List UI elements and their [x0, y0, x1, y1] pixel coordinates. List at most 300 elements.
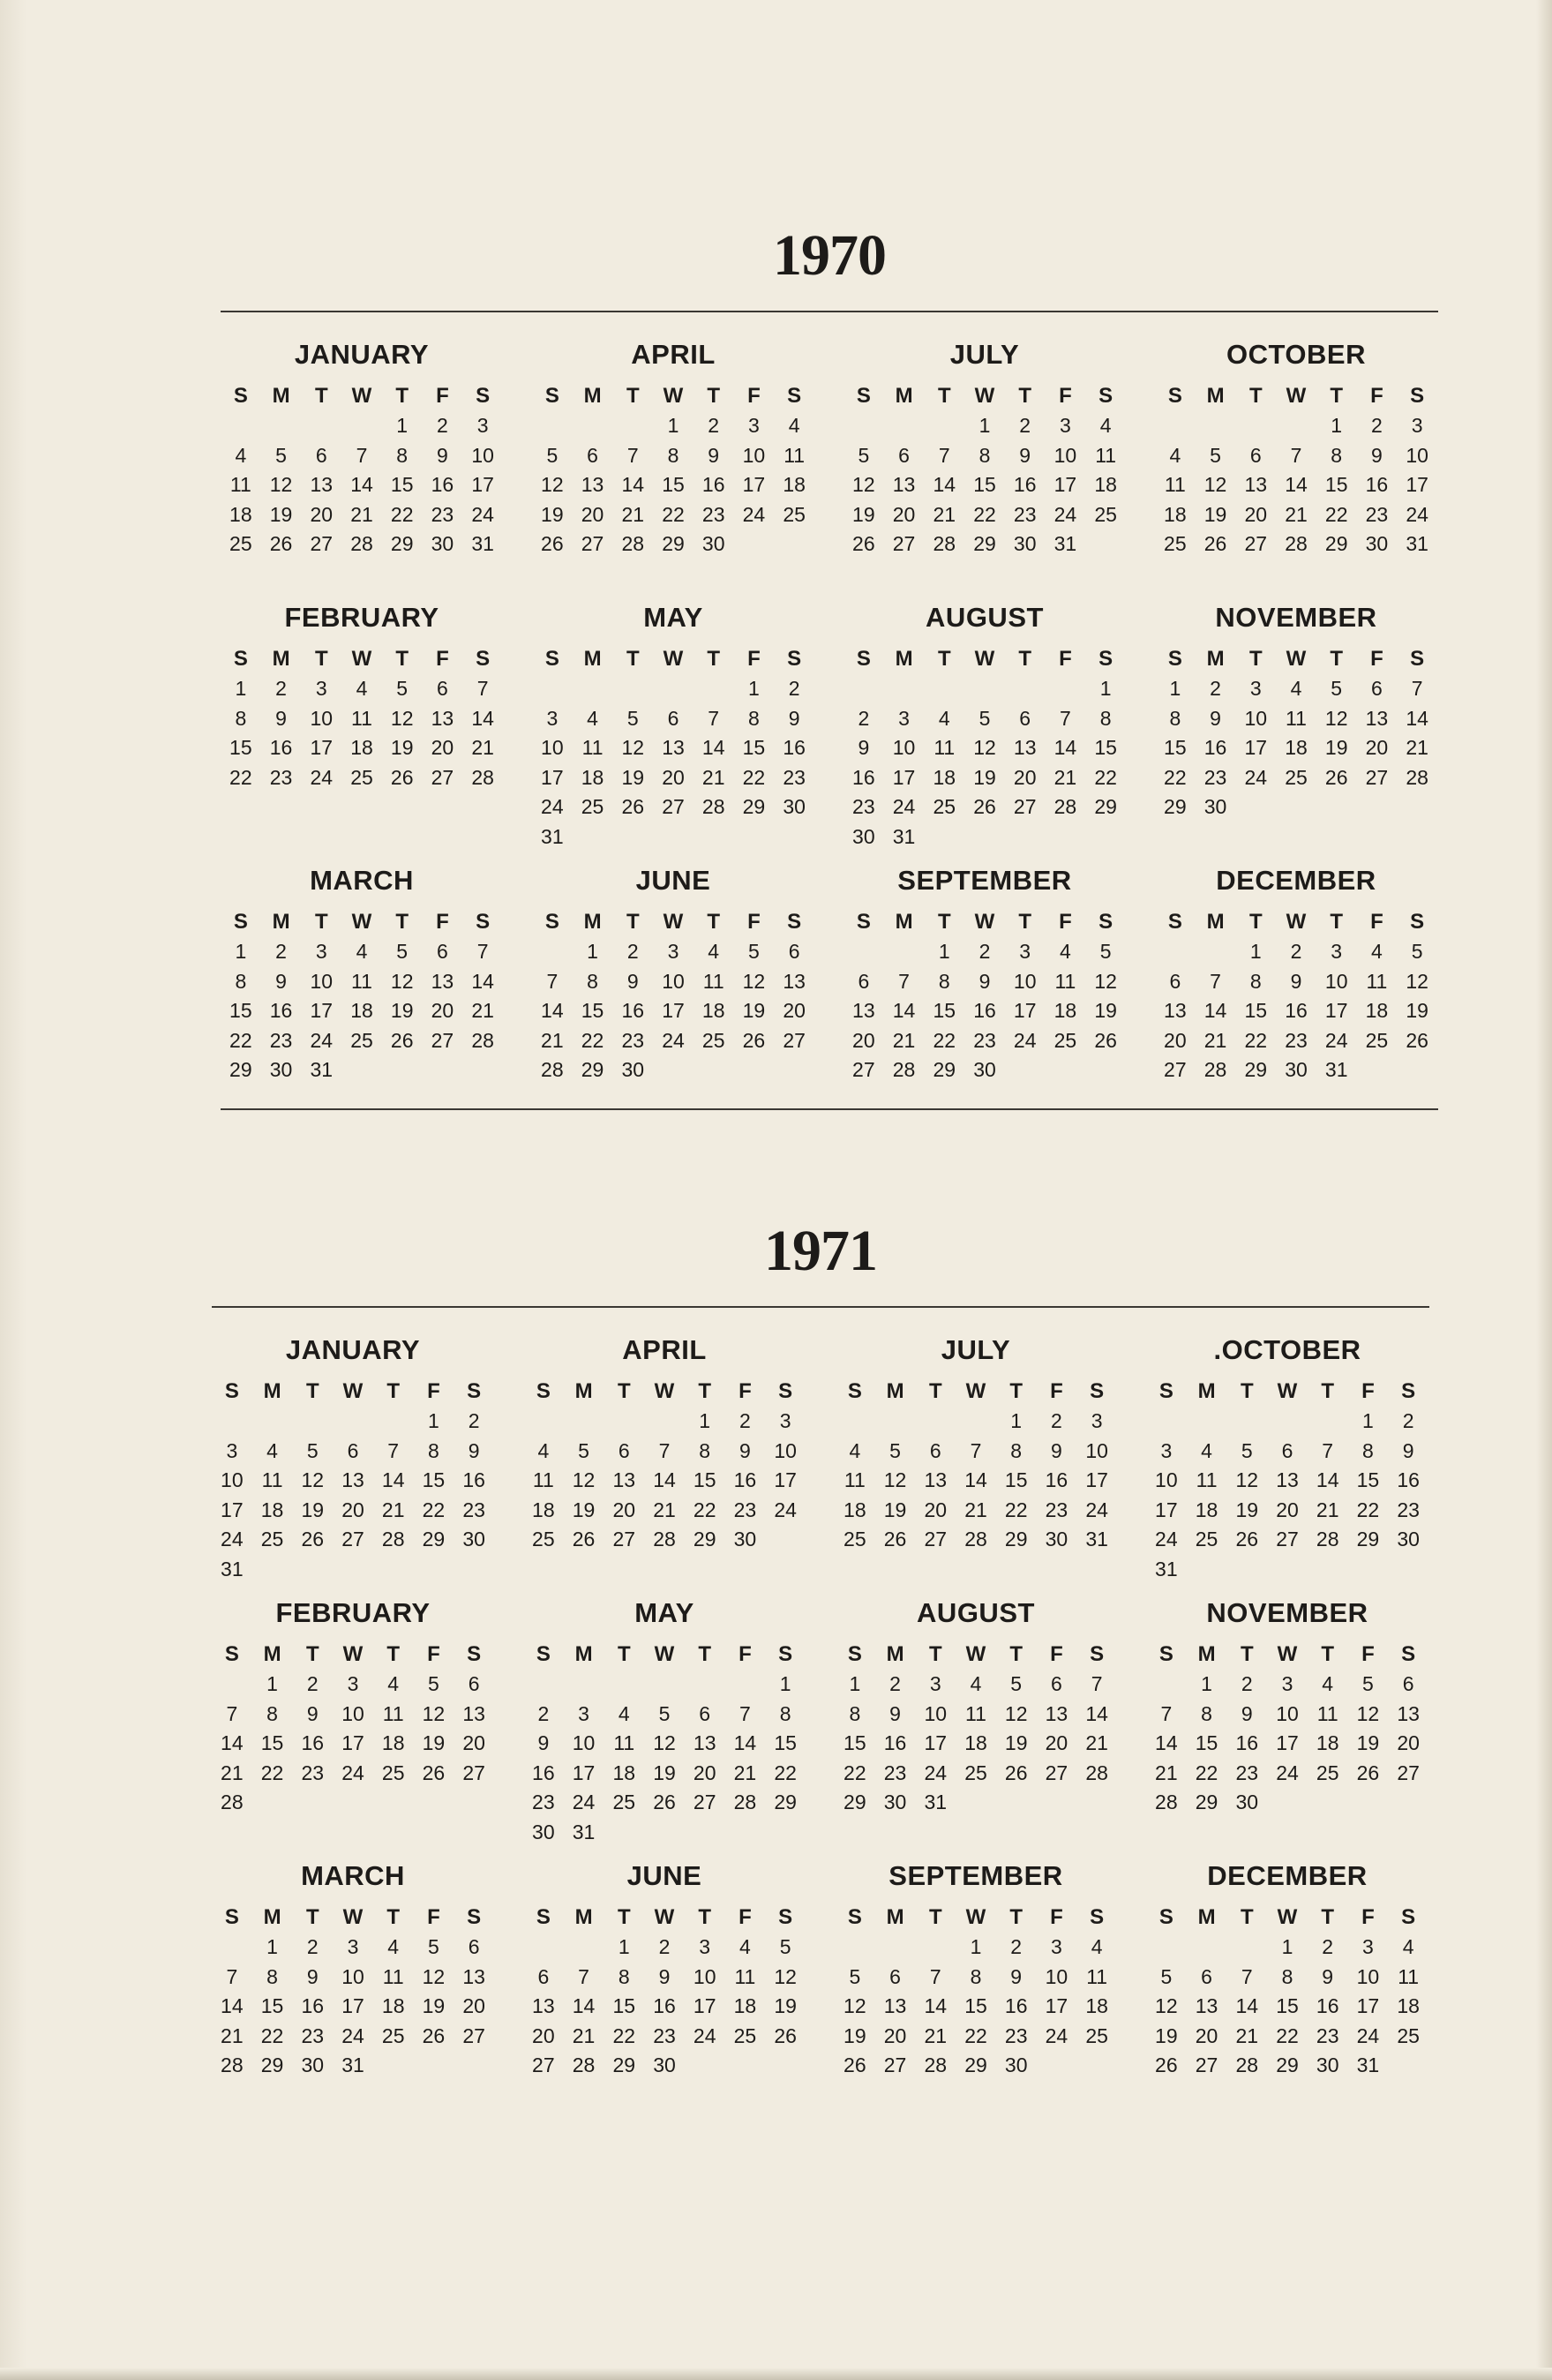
day-cell [1235, 411, 1276, 441]
day-cell: 7 [708, 706, 720, 730]
day-cell: 20 [1244, 502, 1268, 526]
day-cell: 29 [1276, 2053, 1299, 2076]
weekday-label: T [937, 384, 951, 408]
day-cell: 10 [1324, 969, 1348, 993]
day-cell: 26 [1094, 1028, 1117, 1052]
day-cell: 2 [708, 414, 720, 437]
week-row [843, 411, 1126, 441]
day-cell: 21 [733, 1761, 757, 1784]
day-cell: 6 [667, 706, 679, 730]
day-cell [1146, 1670, 1187, 1700]
weekday-label: M [1206, 647, 1225, 671]
month-name: OCTOBER [1226, 339, 1366, 370]
day-cell: 26 [843, 2053, 866, 2076]
day-cell: 19 [1155, 2023, 1178, 2047]
day-cell: 13 [431, 706, 454, 730]
day-cell: 1 [667, 414, 679, 437]
weekday-header-row [835, 1377, 1117, 1407]
month-calendar [835, 1333, 1117, 1565]
week-row [843, 500, 1126, 530]
day-cell: 23 [269, 765, 293, 789]
day-cell: 15 [1164, 736, 1187, 759]
day-cell [1226, 1933, 1267, 1963]
day-cell: 5 [858, 443, 870, 467]
day-cell: 28 [701, 795, 725, 818]
day-cell: 4 [739, 1935, 751, 1958]
day-cell: 24 [310, 1028, 334, 1052]
day-cell: 14 [471, 969, 494, 993]
weekday-header-row [1146, 1903, 1428, 1933]
weekday-label: T [386, 1642, 401, 1666]
day-cell: 8 [587, 969, 598, 993]
week-row [523, 1496, 806, 1526]
day-cell: 10 [693, 1964, 716, 1988]
day-cell: 26 [742, 1028, 766, 1052]
weekday-label: S [1410, 910, 1425, 934]
day-cell: 27 [462, 2023, 485, 2047]
day-cell: 9 [978, 969, 991, 993]
weekday-header-row [1155, 644, 1437, 674]
day-cell: 19 [390, 999, 414, 1022]
day-cell: 5 [306, 1438, 319, 1462]
day-cell [694, 674, 734, 704]
week-row [523, 1963, 806, 1993]
weekday-label: T [698, 1905, 712, 1929]
day-cell: 18 [1316, 1731, 1339, 1754]
day-cell [423, 1055, 463, 1085]
month-calendar [532, 863, 814, 1096]
day-cell: 9 [889, 1701, 901, 1725]
day-cell: 29 [1195, 1791, 1218, 1813]
day-cell [644, 1670, 685, 1700]
day-cell: 28 [221, 2053, 244, 2076]
day-cell: 16 [852, 765, 875, 789]
day-cell: 13 [1276, 1468, 1299, 1491]
day-cell: 13 [883, 1994, 907, 2017]
weekday-label: M [272, 910, 290, 934]
day-cell: 29 [933, 1058, 956, 1081]
day-cell [1196, 411, 1236, 441]
weekday-label: S [476, 384, 491, 408]
month-name: SEPTEMBER [897, 865, 1072, 896]
day-cell [915, 1933, 956, 1963]
week-row [532, 1055, 814, 1085]
day-cell: 12 [774, 1964, 797, 1988]
day-cell: 1 [428, 1409, 439, 1432]
day-cell [843, 937, 884, 967]
day-cell: 1 [587, 940, 598, 963]
day-cell: 30 [1397, 1528, 1420, 1550]
day-cell: 17 [1053, 473, 1077, 496]
day-cell: 12 [422, 1964, 446, 1988]
day-cell: 4 [1322, 1672, 1334, 1695]
week-row [835, 1788, 1117, 1818]
day-cell: 7 [1411, 677, 1423, 700]
week-row [212, 1729, 494, 1759]
day-cell: 11 [933, 736, 956, 759]
bottom-rule [221, 1108, 1438, 1110]
weekday-label: S [1090, 1642, 1105, 1666]
day-cell: 2 [658, 1935, 671, 1958]
day-cell: 28 [1285, 532, 1308, 555]
top-rule [212, 1306, 1429, 1308]
day-cell: 18 [229, 502, 252, 526]
day-cell: 19 [742, 999, 766, 1022]
day-cell: 25 [1195, 1528, 1218, 1550]
month-name: JANUARY [285, 1334, 421, 1365]
day-cell: 16 [1235, 1731, 1259, 1754]
day-cell: 21 [964, 1498, 987, 1521]
day-cell: 23 [1365, 502, 1389, 526]
day-cell: 14 [933, 473, 956, 496]
day-cell: 10 [774, 1438, 797, 1462]
day-cell: 12 [973, 736, 996, 759]
month-calendar [1155, 863, 1437, 1096]
weekday-label: S [544, 647, 559, 671]
day-cell: 8 [1331, 443, 1343, 467]
weekday-label: S [787, 647, 802, 671]
day-cell: 19 [1094, 999, 1117, 1022]
day-cell [1005, 1055, 1046, 1085]
day-cell: 2 [858, 706, 870, 730]
day-cell [341, 1055, 382, 1085]
day-cell: 8 [1010, 1438, 1023, 1462]
month-name: AUGUST [917, 1597, 1035, 1628]
day-cell: 10 [1085, 1438, 1108, 1462]
day-cell: 12 [1356, 1701, 1380, 1725]
day-cell: 30 [1365, 532, 1389, 555]
week-row [843, 470, 1126, 500]
day-cell: 3 [779, 1409, 791, 1432]
day-cell: 4 [537, 1438, 550, 1462]
day-cell: 8 [849, 1701, 861, 1725]
day-cell: 26 [852, 532, 875, 555]
day-cell: 19 [883, 1498, 907, 1521]
day-cell [1235, 792, 1276, 822]
day-cell: 7 [970, 1438, 982, 1462]
day-cell: 10 [1244, 706, 1268, 730]
weekday-header-row [1146, 1640, 1428, 1670]
month-calendar [221, 337, 503, 570]
day-cell: 18 [783, 473, 806, 496]
day-cell: 23 [462, 1498, 485, 1521]
day-cell: 26 [883, 1528, 907, 1550]
day-cell [924, 822, 964, 852]
day-cell: 17 [221, 1498, 244, 1521]
week-row [1146, 1525, 1428, 1555]
day-cell: 8 [667, 443, 679, 467]
day-cell: 15 [1324, 473, 1348, 496]
week-row [1146, 2051, 1428, 2081]
weekday-label: W [342, 1642, 364, 1666]
weekday-label: S [467, 1379, 482, 1403]
day-cell: 29 [973, 532, 996, 555]
day-cell [454, 2051, 494, 2081]
weekday-label: S [233, 384, 248, 408]
day-cell: 7 [739, 1701, 751, 1725]
day-cell: 10 [1276, 1701, 1299, 1725]
weekday-label: T [1330, 910, 1344, 934]
day-cell [612, 674, 653, 704]
month-name: JULY [941, 1334, 1011, 1365]
weekday-label: F [436, 647, 449, 671]
weekday-label: T [937, 910, 951, 934]
month-name: DECEMBER [1207, 1860, 1368, 1891]
day-cell: 14 [1285, 473, 1308, 496]
weekday-label: T [707, 647, 721, 671]
day-cell: 1 [970, 1935, 982, 1958]
day-cell: 19 [541, 502, 564, 526]
day-cell: 30 [431, 532, 454, 555]
day-cell: 27 [1244, 532, 1268, 555]
day-cell: 4 [708, 940, 720, 963]
day-cell: 9 [739, 1438, 751, 1462]
day-cell [1005, 822, 1046, 852]
weekday-label: F [1370, 647, 1383, 671]
day-cell [964, 674, 1005, 704]
day-cell: 18 [532, 1498, 555, 1521]
day-cell: 3 [1019, 940, 1031, 963]
weekday-label: T [928, 1379, 942, 1403]
day-cell: 25 [350, 765, 373, 789]
week-row [212, 1496, 494, 1526]
weekday-label: S [476, 910, 491, 934]
day-cell: 21 [221, 2023, 244, 2047]
weekday-label: W [1277, 1905, 1298, 1929]
day-cell: 14 [471, 706, 494, 730]
weekday-label: S [536, 1379, 551, 1403]
day-cell: 17 [1155, 1498, 1178, 1521]
weekday-label: M [1197, 1905, 1216, 1929]
day-cell: 7 [387, 1438, 400, 1462]
day-cell: 7 [1091, 1672, 1103, 1695]
day-cell: 19 [653, 1761, 676, 1784]
day-cell: 16 [269, 999, 293, 1022]
day-cell [301, 411, 341, 441]
week-row [221, 704, 503, 734]
weekday-label: S [224, 1642, 239, 1666]
day-cell: 16 [701, 473, 725, 496]
day-cell: 13 [612, 1468, 636, 1491]
day-cell: 18 [1085, 1994, 1108, 2017]
day-cell [1155, 411, 1196, 441]
weekday-label: T [617, 1642, 631, 1666]
day-cell: 7 [1160, 1701, 1173, 1725]
weekday-label: T [626, 647, 640, 671]
weekday-label: S [1090, 1379, 1105, 1403]
day-cell [1046, 674, 1086, 704]
weekday-label: S [1167, 384, 1182, 408]
weekday-label: T [1248, 910, 1263, 934]
weekday-label: S [233, 647, 248, 671]
day-cell: 19 [1324, 736, 1348, 759]
day-cell: 9 [468, 1438, 480, 1462]
day-cell: 6 [1281, 1438, 1293, 1462]
day-cell: 11 [783, 443, 806, 467]
day-cell [694, 1055, 734, 1085]
day-cell: 7 [1290, 443, 1302, 467]
day-cell: 29 [260, 2053, 284, 2076]
day-cell: 21 [1085, 1731, 1108, 1754]
week-row [532, 733, 814, 763]
weekday-label: T [617, 1905, 631, 1929]
day-cell: 4 [1371, 940, 1383, 963]
week-row [221, 674, 503, 704]
week-row [1155, 1026, 1437, 1056]
day-cell: 16 [621, 999, 645, 1022]
day-cell [454, 1555, 494, 1585]
day-cell: 13 [1397, 1701, 1420, 1725]
day-cell: 11 [1086, 1964, 1108, 1988]
day-cell: 25 [701, 1028, 725, 1052]
day-cell: 9 [788, 706, 800, 730]
weekday-label: M [895, 384, 913, 408]
day-cell: 17 [341, 1994, 364, 2017]
day-cell [884, 937, 925, 967]
day-cell: 28 [892, 1058, 916, 1081]
day-cell: 13 [581, 473, 604, 496]
month-calendar [212, 1858, 494, 2091]
day-cell: 16 [973, 999, 996, 1022]
day-cell [454, 1788, 494, 1818]
weekday-header-row [843, 644, 1126, 674]
weekday-label: T [305, 1379, 319, 1403]
day-cell: 31 [1324, 1058, 1348, 1081]
day-cell [373, 1555, 414, 1585]
weekday-label: M [1197, 1379, 1216, 1403]
day-cell: 19 [843, 2023, 866, 2047]
weekday-label: T [314, 647, 328, 671]
day-cell: 17 [541, 765, 564, 789]
weekday-label: F [1050, 1905, 1063, 1929]
day-cell: 31 [341, 2053, 364, 2076]
week-row [843, 822, 1126, 852]
weekday-label: F [436, 384, 449, 408]
day-cell: 9 [1371, 443, 1383, 467]
weekday-label: W [1277, 1379, 1298, 1403]
weekday-header-row [843, 381, 1126, 411]
week-row [843, 1055, 1126, 1085]
day-cell [924, 674, 964, 704]
day-cell: 30 [883, 1791, 907, 1813]
week-row [523, 1759, 806, 1789]
day-cell: 18 [1365, 999, 1389, 1022]
day-cell: 11 [1316, 1701, 1338, 1725]
day-cell [996, 1788, 1037, 1818]
day-cell: 2 [437, 414, 448, 437]
day-cell: 14 [221, 1994, 244, 2017]
day-cell: 17 [662, 999, 685, 1022]
day-cell: 25 [1094, 502, 1117, 526]
week-row [1155, 500, 1437, 530]
week-row [221, 733, 503, 763]
day-cell: 31 [1085, 1528, 1108, 1550]
weekday-header-row [835, 1903, 1117, 1933]
day-cell: 1 [699, 1409, 711, 1432]
week-row [212, 1555, 494, 1585]
day-cell: 14 [1053, 736, 1077, 759]
day-cell: 16 [1004, 1994, 1028, 2017]
day-cell: 7 [938, 443, 950, 467]
day-cell: 25 [1053, 1028, 1077, 1052]
week-row [1146, 1555, 1428, 1585]
day-cell: 25 [532, 1528, 555, 1550]
day-cell [774, 529, 814, 559]
day-cell: 6 [1249, 443, 1262, 467]
day-cell: 20 [1164, 1028, 1187, 1052]
day-cell: 8 [428, 1438, 439, 1462]
day-cell: 24 [1085, 1498, 1108, 1521]
week-row [835, 1525, 1117, 1555]
day-cell [1005, 674, 1046, 704]
day-cell: 18 [381, 1731, 405, 1754]
day-cell: 21 [924, 2023, 948, 2047]
day-cell: 15 [1244, 999, 1268, 1022]
day-cell: 12 [621, 736, 645, 759]
day-cell: 14 [1316, 1468, 1339, 1491]
day-cell: 29 [742, 795, 766, 818]
weekday-label: M [1197, 1642, 1216, 1666]
day-cell: 26 [774, 2023, 797, 2047]
weekday-label: S [1090, 1905, 1105, 1929]
day-cell: 16 [653, 1994, 676, 2017]
day-cell: 9 [1241, 1701, 1253, 1725]
weekday-label: F [747, 647, 761, 671]
day-cell: 12 [843, 1994, 866, 2017]
day-cell: 2 [1371, 414, 1383, 437]
day-cell: 16 [1316, 1994, 1339, 2017]
weekday-label: M [574, 1642, 593, 1666]
day-cell: 7 [476, 677, 489, 700]
day-cell [835, 1407, 875, 1437]
day-cell: 22 [1164, 765, 1187, 789]
day-cell [564, 1933, 604, 1963]
day-cell: 3 [1051, 1935, 1062, 1958]
day-cell: 5 [546, 443, 559, 467]
day-cell: 26 [621, 795, 645, 818]
day-cell: 27 [1164, 1058, 1187, 1081]
day-cell: 27 [431, 765, 454, 789]
day-cell: 4 [1201, 1438, 1212, 1462]
day-cell: 22 [390, 502, 414, 526]
day-cell: 28 [1155, 1791, 1178, 1813]
month-name: FEBRUARY [275, 1597, 431, 1628]
day-cell: 25 [1164, 532, 1187, 555]
day-cell [1085, 1055, 1126, 1085]
day-cell: 17 [310, 736, 334, 759]
week-row [212, 1992, 494, 2022]
day-cell: 12 [301, 1468, 325, 1491]
day-cell: 10 [572, 1731, 596, 1754]
day-cell [765, 1525, 806, 1555]
weekday-label: M [1206, 384, 1225, 408]
day-cell: 25 [733, 2023, 757, 2047]
day-cell: 1 [1281, 1935, 1293, 1958]
day-cell: 22 [843, 1761, 866, 1784]
year-title: 1970 [773, 223, 886, 288]
week-row [532, 529, 814, 559]
weekday-label: F [1059, 910, 1072, 934]
weekday-label: M [574, 1379, 593, 1403]
day-cell: 19 [301, 1498, 325, 1521]
weekday-label: F [747, 910, 761, 934]
day-cell: 2 [1322, 1935, 1334, 1958]
weekday-label: S [1098, 647, 1113, 671]
weekday-label: T [1248, 647, 1263, 671]
weekday-label: W [965, 1379, 986, 1403]
day-cell: 11 [1095, 443, 1117, 467]
day-cell [414, 1788, 454, 1818]
